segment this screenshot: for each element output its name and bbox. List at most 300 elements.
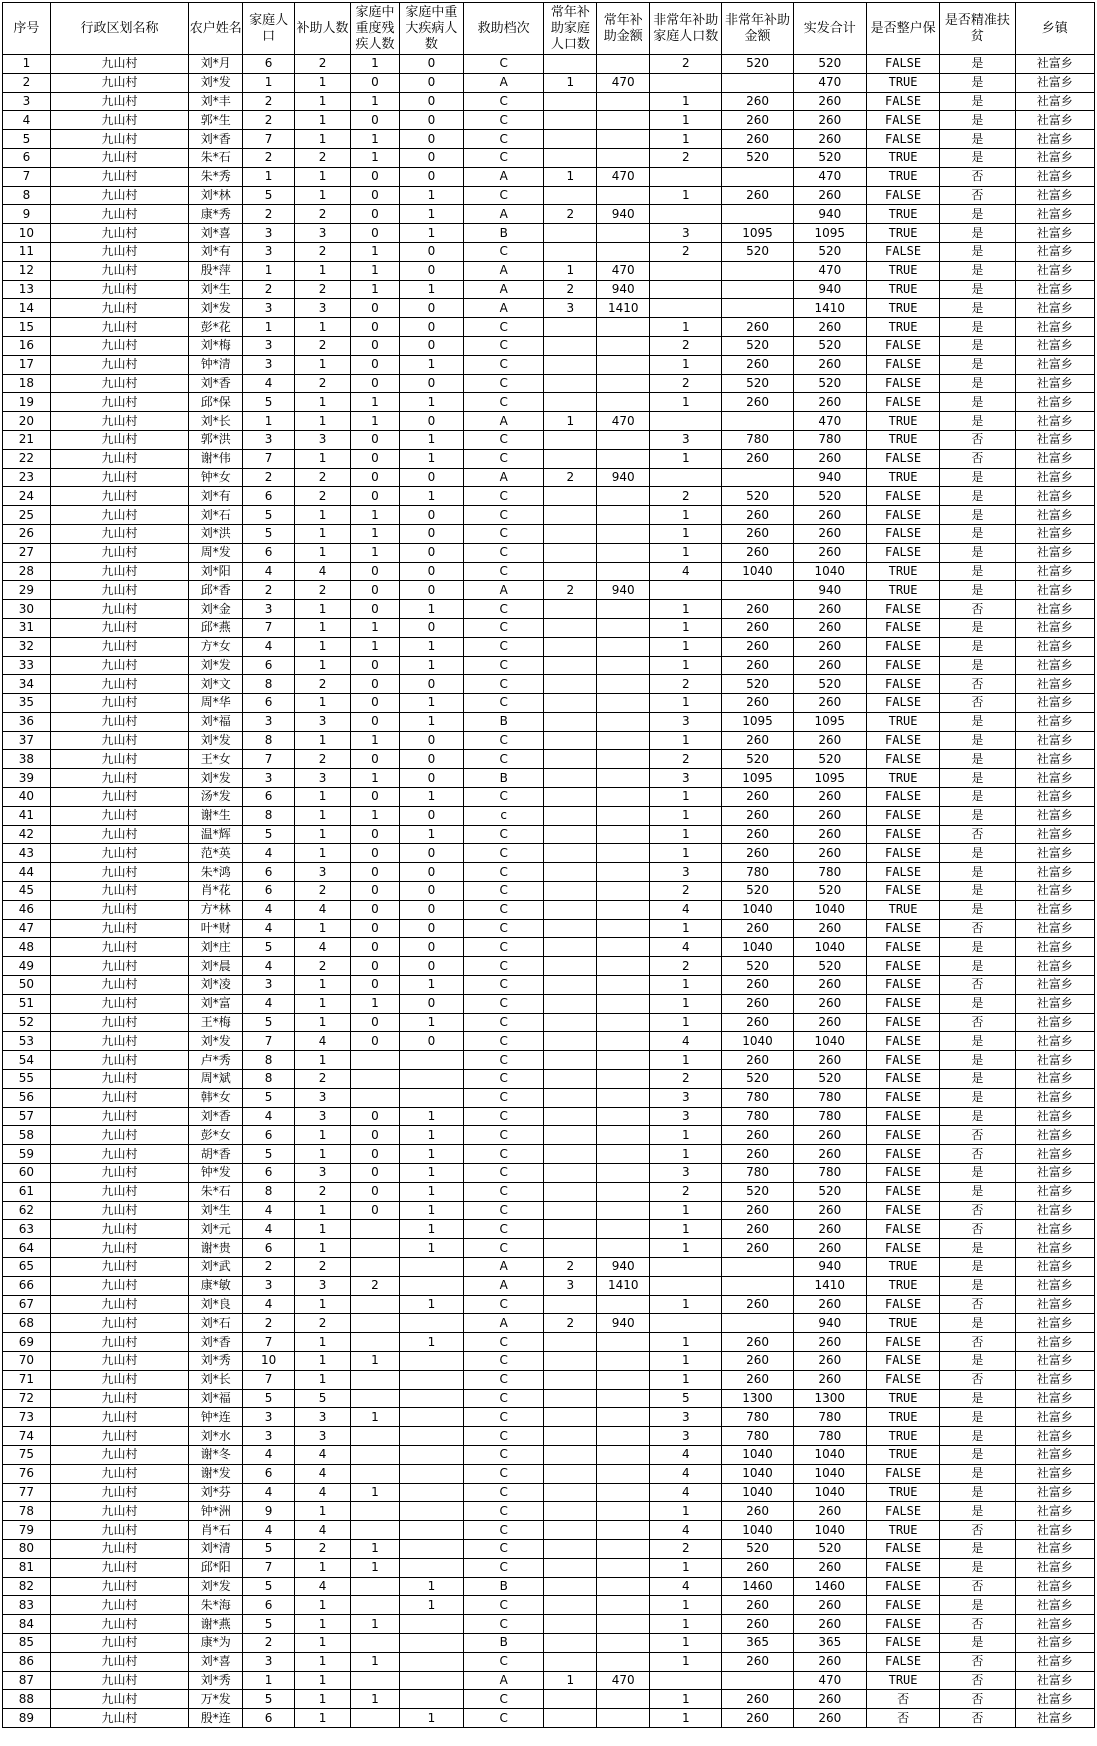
cell-col-township: 社富乡 <box>1015 637 1095 656</box>
cell-col-household-size: 1 <box>243 167 295 186</box>
cell-col-name: 邱*保 <box>189 393 243 412</box>
cell-col-irregular-amount: 520 <box>722 242 793 261</box>
cell-col-aided-count: 2 <box>295 55 351 74</box>
cell-col-aided-count: 2 <box>295 374 351 393</box>
cell-col-irregular-amount: 780 <box>722 1408 793 1427</box>
cell-col-aided-count: 1 <box>295 825 351 844</box>
cell-col-illness-count: 0 <box>399 148 463 167</box>
cell-col-targeted-poverty: 否 <box>940 167 1015 186</box>
cell-col-regular-amount <box>597 1070 650 1089</box>
cell-col-household-size: 6 <box>243 694 295 713</box>
cell-col-township: 社富乡 <box>1015 919 1095 938</box>
cell-col-index: 74 <box>3 1427 51 1446</box>
cell-col-region: 九山村 <box>50 1577 188 1596</box>
cell-col-household-size: 9 <box>243 1502 295 1521</box>
cell-col-regular-amount: 470 <box>597 1671 650 1690</box>
cell-col-whole-household: FALSE <box>866 1220 939 1239</box>
cell-col-regular-amount <box>597 1652 650 1671</box>
cell-col-total: 1410 <box>793 1276 866 1295</box>
cell-col-irregular-amount: 1300 <box>722 1389 793 1408</box>
header-col-targeted-poverty: 是否精准扶贫 <box>940 3 1015 55</box>
cell-col-index: 68 <box>3 1314 51 1333</box>
table-row <box>3 1577 1095 1596</box>
cell-col-region: 九山村 <box>50 994 188 1013</box>
cell-col-illness-count: 0 <box>399 994 463 1013</box>
cell-col-irregular-amount: 260 <box>722 1239 793 1258</box>
cell-col-disabled-count: 1 <box>351 242 400 261</box>
cell-col-illness-count: 1 <box>399 1201 463 1220</box>
cell-col-name: 朱*鸿 <box>189 863 243 882</box>
cell-col-targeted-poverty: 是 <box>940 1088 1015 1107</box>
cell-col-irregular-amount: 520 <box>722 750 793 769</box>
header-col-regular-count: 常年补助家庭人口数 <box>544 3 597 55</box>
cell-col-regular-count <box>544 788 597 807</box>
cell-col-regular-count <box>544 430 597 449</box>
cell-col-illness-count: 1 <box>399 224 463 243</box>
cell-col-disabled-count: 1 <box>351 1351 400 1370</box>
cell-col-disabled-count <box>351 1671 400 1690</box>
cell-col-regular-count <box>544 994 597 1013</box>
cell-col-irregular-amount: 520 <box>722 957 793 976</box>
cell-col-whole-household: FALSE <box>866 919 939 938</box>
cell-col-township: 社富乡 <box>1015 524 1095 543</box>
cell-col-total: 260 <box>793 976 866 995</box>
cell-col-targeted-poverty: 是 <box>940 712 1015 731</box>
cell-col-irregular-amount <box>722 1314 793 1333</box>
cell-col-township: 社富乡 <box>1015 412 1095 431</box>
cell-col-township: 社富乡 <box>1015 261 1095 280</box>
header-col-township: 乡镇 <box>1015 3 1095 55</box>
cell-col-household-size: 4 <box>243 844 295 863</box>
cell-col-aided-count: 2 <box>295 280 351 299</box>
cell-col-index: 87 <box>3 1671 51 1690</box>
cell-col-aided-count: 1 <box>295 130 351 149</box>
cell-col-aid-tier: C <box>463 355 543 374</box>
table-row <box>3 844 1095 863</box>
cell-col-township: 社富乡 <box>1015 1633 1095 1652</box>
cell-col-targeted-poverty: 否 <box>940 1201 1015 1220</box>
cell-col-name: 万*发 <box>189 1690 243 1709</box>
cell-col-township: 社富乡 <box>1015 1577 1095 1596</box>
cell-col-disabled-count: 1 <box>351 412 400 431</box>
cell-col-region: 九山村 <box>50 1652 188 1671</box>
table-row <box>3 712 1095 731</box>
cell-col-illness-count: 1 <box>399 656 463 675</box>
table-row <box>3 1088 1095 1107</box>
table-row <box>3 694 1095 713</box>
cell-col-region: 九山村 <box>50 1671 188 1690</box>
cell-col-aid-tier: C <box>463 1370 543 1389</box>
cell-col-whole-household: FALSE <box>866 863 939 882</box>
cell-col-regular-count <box>544 1464 597 1483</box>
cell-col-regular-count <box>544 637 597 656</box>
cell-col-disabled-count: 0 <box>351 581 400 600</box>
cell-col-illness-count: 0 <box>399 882 463 901</box>
cell-col-name: 谢*贵 <box>189 1239 243 1258</box>
cell-col-regular-count <box>544 618 597 637</box>
cell-col-irregular-amount: 1040 <box>722 1521 793 1540</box>
cell-col-regular-amount <box>597 976 650 995</box>
cell-col-total: 260 <box>793 393 866 412</box>
cell-col-household-size: 8 <box>243 1051 295 1070</box>
cell-col-illness-count: 0 <box>399 73 463 92</box>
cell-col-targeted-poverty: 否 <box>940 1126 1015 1145</box>
cell-col-name: 刘*丰 <box>189 92 243 111</box>
cell-col-regular-count <box>544 1201 597 1220</box>
cell-col-irregular-count: 1 <box>650 1126 722 1145</box>
cell-col-name: 温*辉 <box>189 825 243 844</box>
cell-col-irregular-amount <box>722 412 793 431</box>
cell-col-whole-household: TRUE <box>866 1314 939 1333</box>
cell-col-regular-count <box>544 1577 597 1596</box>
cell-col-illness-count: 0 <box>399 299 463 318</box>
table-row <box>3 1220 1095 1239</box>
cell-col-irregular-count: 1 <box>650 1596 722 1615</box>
cell-col-aid-tier: C <box>463 1652 543 1671</box>
cell-col-total: 1040 <box>793 1464 866 1483</box>
cell-col-township: 社富乡 <box>1015 1596 1095 1615</box>
table-row <box>3 336 1095 355</box>
cell-col-whole-household: FALSE <box>866 1558 939 1577</box>
cell-col-whole-household: TRUE <box>866 1408 939 1427</box>
cell-col-illness-count <box>399 1652 463 1671</box>
cell-col-township: 社富乡 <box>1015 1351 1095 1370</box>
cell-col-township: 社富乡 <box>1015 487 1095 506</box>
cell-col-irregular-count: 4 <box>650 1483 722 1502</box>
cell-col-disabled-count: 0 <box>351 656 400 675</box>
cell-col-regular-count <box>544 712 597 731</box>
cell-col-total: 260 <box>793 919 866 938</box>
cell-col-regular-amount <box>597 1182 650 1201</box>
table-row <box>3 731 1095 750</box>
cell-col-whole-household: FALSE <box>866 1333 939 1352</box>
cell-col-whole-household: TRUE <box>866 430 939 449</box>
cell-col-disabled-count: 1 <box>351 769 400 788</box>
cell-col-regular-amount: 940 <box>597 205 650 224</box>
cell-col-aided-count: 4 <box>295 1521 351 1540</box>
cell-col-regular-amount <box>597 1615 650 1634</box>
table-row <box>3 1182 1095 1201</box>
cell-col-disabled-count: 0 <box>351 186 400 205</box>
cell-col-index: 40 <box>3 788 51 807</box>
cell-col-township: 社富乡 <box>1015 205 1095 224</box>
cell-col-name: 周*发 <box>189 543 243 562</box>
cell-col-total: 260 <box>793 844 866 863</box>
table-body <box>3 55 1095 1728</box>
cell-col-aided-count: 1 <box>295 600 351 619</box>
cell-col-aid-tier: C <box>463 825 543 844</box>
cell-col-disabled-count: 0 <box>351 1126 400 1145</box>
cell-col-aid-tier: C <box>463 637 543 656</box>
cell-col-regular-count <box>544 976 597 995</box>
cell-col-household-size: 6 <box>243 1596 295 1615</box>
cell-col-whole-household: FALSE <box>866 1239 939 1258</box>
cell-col-disabled-count <box>351 1088 400 1107</box>
cell-col-regular-amount: 1410 <box>597 299 650 318</box>
cell-col-whole-household: FALSE <box>866 806 939 825</box>
cell-col-household-size: 6 <box>243 788 295 807</box>
cell-col-irregular-count: 1 <box>650 1370 722 1389</box>
table-row <box>3 806 1095 825</box>
cell-col-disabled-count: 0 <box>351 938 400 957</box>
cell-col-region: 九山村 <box>50 1107 188 1126</box>
cell-col-index: 31 <box>3 618 51 637</box>
cell-col-regular-amount <box>597 600 650 619</box>
cell-col-illness-count <box>399 1408 463 1427</box>
cell-col-regular-amount <box>597 55 650 74</box>
cell-col-aid-tier: C <box>463 1615 543 1634</box>
cell-col-whole-household: FALSE <box>866 1633 939 1652</box>
cell-col-household-size: 5 <box>243 1539 295 1558</box>
cell-col-disabled-count: 0 <box>351 487 400 506</box>
cell-col-irregular-amount <box>722 1671 793 1690</box>
cell-col-regular-count <box>544 900 597 919</box>
cell-col-total: 260 <box>793 1652 866 1671</box>
cell-col-household-size: 8 <box>243 1182 295 1201</box>
cell-col-irregular-count: 1 <box>650 1633 722 1652</box>
cell-col-township: 社富乡 <box>1015 1445 1095 1464</box>
cell-col-targeted-poverty: 否 <box>940 430 1015 449</box>
cell-col-aid-tier: A <box>463 468 543 487</box>
cell-col-name: 谢*生 <box>189 806 243 825</box>
cell-col-household-size: 3 <box>243 1276 295 1295</box>
cell-col-illness-count: 1 <box>399 186 463 205</box>
cell-col-aid-tier: C <box>463 430 543 449</box>
cell-col-aided-count: 1 <box>295 506 351 525</box>
cell-col-township: 社富乡 <box>1015 825 1095 844</box>
cell-col-irregular-count: 1 <box>650 1333 722 1352</box>
cell-col-aid-tier: A <box>463 167 543 186</box>
cell-col-illness-count: 1 <box>399 788 463 807</box>
cell-col-irregular-count <box>650 412 722 431</box>
cell-col-name: 刘*秀 <box>189 1671 243 1690</box>
cell-col-index: 56 <box>3 1088 51 1107</box>
cell-col-index: 14 <box>3 299 51 318</box>
cell-col-aid-tier: C <box>463 1201 543 1220</box>
cell-col-illness-count <box>399 1633 463 1652</box>
cell-col-illness-count: 0 <box>399 863 463 882</box>
table-row <box>3 900 1095 919</box>
cell-col-index: 33 <box>3 656 51 675</box>
cell-col-household-size: 3 <box>243 1427 295 1446</box>
cell-col-whole-household: TRUE <box>866 769 939 788</box>
header-row <box>3 3 1095 55</box>
cell-col-illness-count: 0 <box>399 806 463 825</box>
cell-col-index: 20 <box>3 412 51 431</box>
cell-col-whole-household: FALSE <box>866 1615 939 1634</box>
table-row <box>3 618 1095 637</box>
cell-col-irregular-count: 2 <box>650 957 722 976</box>
cell-col-aid-tier: C <box>463 1032 543 1051</box>
cell-col-irregular-amount: 520 <box>722 1182 793 1201</box>
cell-col-name: 邱*香 <box>189 581 243 600</box>
cell-col-total: 520 <box>793 882 866 901</box>
cell-col-township: 社富乡 <box>1015 900 1095 919</box>
cell-col-aid-tier: C <box>463 731 543 750</box>
cell-col-disabled-count: 0 <box>351 1201 400 1220</box>
cell-col-regular-amount <box>597 1145 650 1164</box>
table-row <box>3 637 1095 656</box>
cell-col-aided-count: 4 <box>295 562 351 581</box>
cell-col-aid-tier: C <box>463 1389 543 1408</box>
cell-col-total: 260 <box>793 788 866 807</box>
cell-col-regular-count <box>544 694 597 713</box>
cell-col-aid-tier: A <box>463 261 543 280</box>
cell-col-regular-count <box>544 1182 597 1201</box>
cell-col-disabled-count: 1 <box>351 806 400 825</box>
cell-col-total: 260 <box>793 130 866 149</box>
cell-col-regular-count <box>544 1032 597 1051</box>
cell-col-whole-household: TRUE <box>866 1671 939 1690</box>
cell-col-irregular-amount: 1040 <box>722 562 793 581</box>
cell-col-targeted-poverty: 是 <box>940 750 1015 769</box>
cell-col-regular-amount <box>597 430 650 449</box>
cell-col-disabled-count <box>351 1427 400 1446</box>
cell-col-regular-count <box>544 1164 597 1183</box>
cell-col-region: 九山村 <box>50 882 188 901</box>
cell-col-household-size: 4 <box>243 1521 295 1540</box>
cell-col-household-size: 7 <box>243 1032 295 1051</box>
cell-col-aided-count: 1 <box>295 1558 351 1577</box>
cell-col-whole-household: FALSE <box>866 1539 939 1558</box>
cell-col-disabled-count: 0 <box>351 825 400 844</box>
cell-col-region: 九山村 <box>50 1370 188 1389</box>
cell-col-index: 65 <box>3 1258 51 1277</box>
cell-col-illness-count: 0 <box>399 336 463 355</box>
cell-col-targeted-poverty: 是 <box>940 73 1015 92</box>
cell-col-illness-count: 1 <box>399 1013 463 1032</box>
cell-col-disabled-count: 0 <box>351 694 400 713</box>
cell-col-household-size: 2 <box>243 1258 295 1277</box>
cell-col-irregular-count: 1 <box>650 186 722 205</box>
cell-col-name: 刘*香 <box>189 130 243 149</box>
cell-col-irregular-amount: 780 <box>722 1164 793 1183</box>
cell-col-regular-count <box>544 1408 597 1427</box>
cell-col-whole-household: FALSE <box>866 788 939 807</box>
cell-col-township: 社富乡 <box>1015 656 1095 675</box>
table-row <box>3 825 1095 844</box>
cell-col-regular-amount <box>597 148 650 167</box>
cell-col-total: 1040 <box>793 938 866 957</box>
table-row <box>3 600 1095 619</box>
cell-col-whole-household: FALSE <box>866 1464 939 1483</box>
cell-col-township: 社富乡 <box>1015 1107 1095 1126</box>
cell-col-household-size: 4 <box>243 957 295 976</box>
cell-col-aid-tier: C <box>463 1145 543 1164</box>
cell-col-township: 社富乡 <box>1015 374 1095 393</box>
cell-col-region: 九山村 <box>50 1070 188 1089</box>
cell-col-township: 社富乡 <box>1015 1088 1095 1107</box>
cell-col-irregular-amount <box>722 280 793 299</box>
cell-col-regular-count <box>544 130 597 149</box>
cell-col-whole-household: TRUE <box>866 167 939 186</box>
cell-col-total: 1095 <box>793 769 866 788</box>
cell-col-household-size: 4 <box>243 900 295 919</box>
cell-col-name: 谢*发 <box>189 1464 243 1483</box>
cell-col-township: 社富乡 <box>1015 1051 1095 1070</box>
cell-col-irregular-amount: 520 <box>722 487 793 506</box>
cell-col-aid-tier: C <box>463 675 543 694</box>
table-row <box>3 92 1095 111</box>
cell-col-name: 刘*芬 <box>189 1483 243 1502</box>
cell-col-aid-tier: C <box>463 1483 543 1502</box>
cell-col-regular-amount <box>597 1445 650 1464</box>
cell-col-regular-count <box>544 1633 597 1652</box>
cell-col-region: 九山村 <box>50 1295 188 1314</box>
cell-col-index: 53 <box>3 1032 51 1051</box>
cell-col-aid-tier: C <box>463 863 543 882</box>
cell-col-irregular-amount: 260 <box>722 618 793 637</box>
cell-col-name: 方*林 <box>189 900 243 919</box>
cell-col-name: 谢*冬 <box>189 1445 243 1464</box>
cell-col-irregular-count: 1 <box>650 1295 722 1314</box>
cell-col-household-size: 5 <box>243 524 295 543</box>
cell-col-irregular-amount: 780 <box>722 1088 793 1107</box>
cell-col-whole-household: TRUE <box>866 299 939 318</box>
cell-col-household-size: 2 <box>243 111 295 130</box>
cell-col-household-size: 3 <box>243 1652 295 1671</box>
cell-col-whole-household: FALSE <box>866 506 939 525</box>
cell-col-irregular-amount: 260 <box>722 844 793 863</box>
cell-col-aid-tier: C <box>463 55 543 74</box>
cell-col-irregular-amount: 520 <box>722 55 793 74</box>
cell-col-aid-tier: C <box>463 374 543 393</box>
cell-col-irregular-count: 1 <box>650 1709 722 1728</box>
cell-col-total: 1040 <box>793 1483 866 1502</box>
cell-col-index: 59 <box>3 1145 51 1164</box>
cell-col-index: 43 <box>3 844 51 863</box>
cell-col-whole-household: FALSE <box>866 111 939 130</box>
cell-col-household-size: 3 <box>243 224 295 243</box>
cell-col-regular-count <box>544 1220 597 1239</box>
cell-col-disabled-count <box>351 1633 400 1652</box>
cell-col-regular-amount <box>597 618 650 637</box>
cell-col-index: 79 <box>3 1521 51 1540</box>
cell-col-whole-household: FALSE <box>866 1351 939 1370</box>
cell-col-township: 社富乡 <box>1015 1464 1095 1483</box>
cell-col-aid-tier: C <box>463 524 543 543</box>
cell-col-aided-count: 4 <box>295 900 351 919</box>
cell-col-illness-count <box>399 1445 463 1464</box>
cell-col-illness-count: 1 <box>399 487 463 506</box>
table-row <box>3 1201 1095 1220</box>
cell-col-household-size: 6 <box>243 1164 295 1183</box>
cell-col-regular-amount: 470 <box>597 261 650 280</box>
cell-col-township: 社富乡 <box>1015 1182 1095 1201</box>
cell-col-household-size: 4 <box>243 994 295 1013</box>
cell-col-whole-household: FALSE <box>866 675 939 694</box>
cell-col-regular-count <box>544 55 597 74</box>
cell-col-index: 83 <box>3 1596 51 1615</box>
cell-col-region: 九山村 <box>50 242 188 261</box>
cell-col-regular-count <box>544 731 597 750</box>
cell-col-illness-count <box>399 1558 463 1577</box>
cell-col-targeted-poverty: 是 <box>940 468 1015 487</box>
cell-col-index: 77 <box>3 1483 51 1502</box>
cell-col-total: 260 <box>793 1615 866 1634</box>
cell-col-whole-household: FALSE <box>866 750 939 769</box>
cell-col-irregular-count <box>650 581 722 600</box>
cell-col-name: 刘*金 <box>189 600 243 619</box>
cell-col-aided-count: 1 <box>295 1126 351 1145</box>
cell-col-household-size: 5 <box>243 1690 295 1709</box>
cell-col-index: 58 <box>3 1126 51 1145</box>
cell-col-targeted-poverty: 是 <box>940 242 1015 261</box>
cell-col-whole-household: FALSE <box>866 186 939 205</box>
cell-col-index: 29 <box>3 581 51 600</box>
cell-col-aided-count: 2 <box>295 1539 351 1558</box>
table-row <box>3 750 1095 769</box>
